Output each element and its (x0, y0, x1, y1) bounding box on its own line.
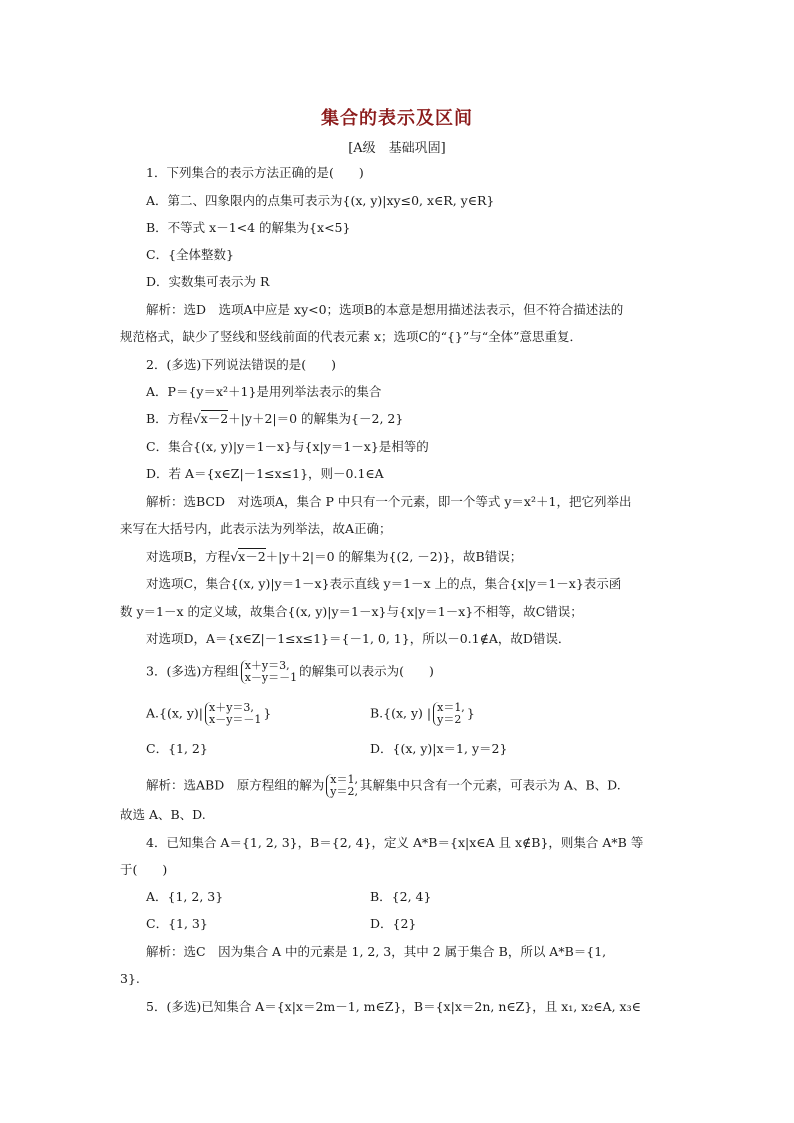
q5-stem: 5．(多选)已知集合 A＝{x|x＝2m－1, m∈Z}，B＝{x|x＝2n, n∈Z}，且 x₁, x₂∈A, x₃∈ (146, 999, 641, 1014)
q4-option-a: A．{1, 2, 3} (146, 889, 224, 904)
q2-option-b (146, 410, 403, 428)
q2-sol3-suffix: ＋|y＋2|＝0 的解集为{(2, －2)}，故B错误； (265, 549, 523, 564)
q1-option-c: C．{全体整数} (146, 247, 234, 262)
q1-solution-line1: 解析：选D 选项A中应是 xy<0；选项B的本意是想用描述法表示，但不符合描述法的 (146, 302, 624, 317)
q3-option-d: D．{(x, y)|x＝1, y＝2} (370, 741, 508, 756)
q2-sol3-prefix: 对选项B，方程 (146, 549, 231, 564)
q3-a-eq2: x－y＝－1 (208, 713, 262, 726)
q3-sol-prefix: 解析：选ABD 原方程组的解为 (146, 777, 325, 793)
q2-solution-line5: 数 y＝1－x 的定义域，故集合{(x, y)|y＝1－x}与{x|y＝1－x}不相等，故C错误； (120, 604, 583, 619)
q4-option-b: B．{2, 4} (370, 889, 432, 904)
q3-a-eq1: x＋y＝3, (208, 701, 254, 714)
q3-option-a (146, 702, 271, 726)
q1-solution-line2: 规范格式，缺少了竖线和竖线前面的代表元素 x；选项C的“{}”与“全体”意思重复． (120, 329, 583, 344)
q2-sol3-radicand: x－2 (238, 549, 266, 564)
q2-option-c: C．集合{(x, y)|y＝1－x}与{x|y＝1－x}是相等的 (146, 439, 429, 454)
q2-option-a: A．P＝{y＝x²＋1}是用列举法表示的集合 (146, 384, 382, 399)
q3-eq1: x＋y＝3, (244, 659, 290, 672)
q2-stem: 2．(多选)下列说法错误的是( ) (146, 357, 336, 372)
q3-option-b (370, 702, 475, 726)
q4-solution-line1: 解析：选C 因为集合 A 中的元素是 1, 2, 3，其中 2 属于集合 B，所以 A*B＝{1, (146, 944, 607, 959)
q3-b-suffix: } (466, 705, 475, 721)
q3-stem (146, 660, 434, 684)
q4-option-c: C．{1, 3} (146, 916, 208, 931)
q2-solution-line4: 对选项C，集合{(x, y)|y＝1－x}表示直线 y＝1－x 上的点，集合{x|y＝1－x}表示函 (146, 576, 622, 591)
q2-option-b-radicand: x－2 (200, 411, 229, 426)
q3-a-suffix: } (263, 705, 272, 721)
q4-solution-line2: 3}. (120, 971, 140, 986)
q2-solution-line2: 来写在大括号内，此表示法为列举法，故A正确； (120, 521, 392, 536)
q3-eq2: x－y＝－1 (244, 671, 298, 684)
section-subtitle: [A级 基础巩固] (348, 141, 446, 156)
q3-b-eq1: x＝1, (437, 701, 465, 714)
q3-option-c: C．{1, 2} (146, 741, 208, 756)
q3-b-system (433, 702, 465, 726)
q3-equation-system (241, 660, 297, 684)
q3-solution-line1 (146, 774, 621, 798)
q2-option-b-suffix: ＋|y＋2|＝0 的解集为{－2, 2} (228, 411, 404, 426)
page-title: 集合的表示及区间 (321, 108, 473, 129)
q3-a-system (205, 702, 261, 726)
q4-stem-line1: 4．已知集合 A＝{1, 2, 3}，B＝{2, 4}，定义 A*B＝{x|x∈A 且 x∉B}，则集合 A*B 等 (146, 835, 644, 850)
q2-option-d: D．若 A＝{x∈Z|－1≤x≤1}，则－0.1∈A (146, 466, 384, 481)
q2-option-b-prefix: B．方程 (146, 411, 193, 426)
q1-stem: 1．下列集合的表示方法正确的是( ) (146, 165, 364, 180)
sqrt-symbol: √ (230, 549, 239, 564)
q2-solution-line3 (146, 548, 522, 566)
q3-b-prefix: B.{(x, y) | (370, 705, 432, 721)
q2-solution-line1: 解析：选BCD 对选项A，集合 P 中只有一个元素，即一个等式 y＝x²＋1，把它列举出 (146, 494, 632, 509)
q3-stem-prefix: 3．(多选)方程组 (146, 663, 239, 679)
q3-solution-line2: 故选 A、B、D. (120, 807, 206, 822)
q3-sol-eq2: y＝2, (330, 785, 358, 798)
sqrt-symbol: √ (192, 411, 201, 426)
q3-a-prefix: A.{(x, y)| (146, 705, 203, 721)
q2-solution-line6: 对选项D，A＝{x∈Z|－1≤x≤1}＝{－1, 0, 1}，所以－0.1∉A，故D错误． (146, 631, 571, 646)
q4-stem-line2: 于( ) (120, 862, 168, 877)
q1-option-d: D．实数集可表示为 R (146, 274, 270, 289)
q3-sol-system (326, 774, 358, 798)
q3-stem-suffix: 的解集可以表示为( ) (299, 663, 434, 679)
q1-option-a: A．第二、四象限内的点集可表示为{(x, y)|xy≤0, x∈R, y∈R} (146, 193, 495, 208)
q4-option-d: D．{2} (370, 916, 417, 931)
q3-sol-eq1: x＝1, (330, 773, 358, 786)
q3-sol-suffix: 其解集中只含有一个元素，可表示为 A、B、D. (359, 777, 621, 793)
q1-option-b: B．不等式 x－1<4 的解集为{x<5} (146, 220, 351, 235)
q3-b-eq2: y＝2 (437, 713, 462, 726)
